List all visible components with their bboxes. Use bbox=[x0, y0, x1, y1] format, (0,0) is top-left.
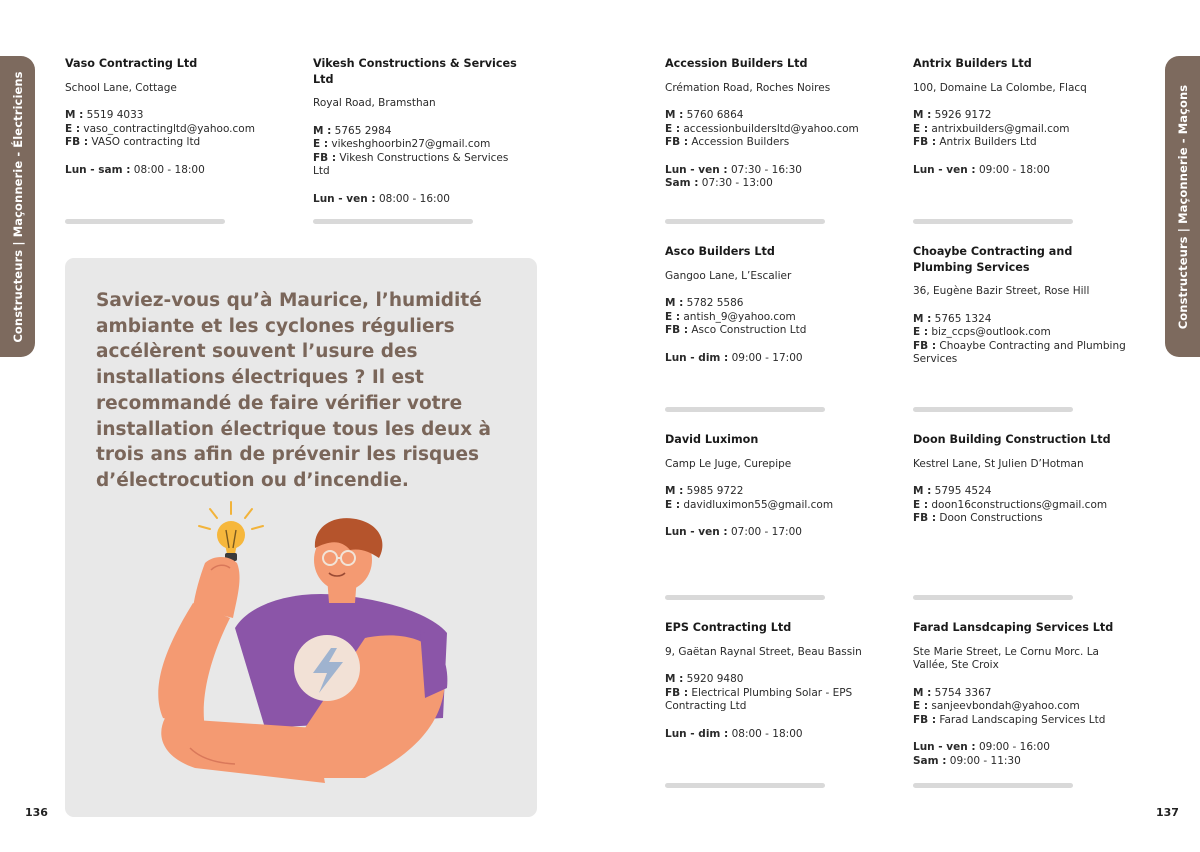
business-address: Crémation Road, Roches Noires bbox=[665, 81, 831, 94]
contact-value: antish_9@yahoo.com bbox=[683, 310, 796, 323]
entry-separator bbox=[65, 219, 225, 224]
hours-label: Sam : bbox=[913, 755, 947, 768]
contact-line bbox=[913, 136, 1128, 150]
contact-value: vaso_contractingltd@yahoo.com bbox=[83, 122, 255, 135]
contact-line bbox=[665, 324, 880, 338]
contact-value: Doon Constructions bbox=[939, 512, 1043, 525]
contact-line bbox=[913, 485, 1128, 499]
business-name: Asco Builders Ltd bbox=[665, 245, 775, 258]
opening-hours bbox=[665, 352, 880, 366]
contact-label: FB : bbox=[913, 136, 937, 149]
info-box bbox=[65, 258, 537, 817]
business-address: 9, Gaëtan Raynal Street, Beau Bassin bbox=[665, 645, 862, 658]
contact-label: FB : bbox=[665, 686, 689, 699]
contact-value: vikeshghoorbin27@gmail.com bbox=[331, 138, 491, 151]
contact-value: Vikesh Constructions & Services Ltd bbox=[313, 151, 509, 178]
contact-line bbox=[665, 687, 880, 714]
contact-value: 5926 9172 bbox=[934, 109, 992, 122]
hours-value: 09:00 - 16:00 bbox=[978, 741, 1050, 754]
contact-list bbox=[665, 297, 880, 338]
contact-value: doon16constructions@gmail.com bbox=[931, 498, 1108, 511]
contact-label: M : bbox=[665, 109, 684, 122]
contact-value: antrixbuilders@gmail.com bbox=[931, 122, 1070, 135]
contact-line bbox=[665, 297, 880, 311]
contact-list bbox=[665, 673, 880, 714]
contact-label: M : bbox=[913, 109, 932, 122]
hours-line bbox=[913, 164, 1128, 178]
contact-value: Farad Landscaping Services Ltd bbox=[939, 713, 1106, 726]
contact-label: M : bbox=[65, 109, 84, 122]
contact-line bbox=[665, 311, 880, 325]
business-address: 36, Eugène Bazir Street, Rose Hill bbox=[913, 285, 1090, 297]
business-name: Accession Builders Ltd bbox=[665, 57, 808, 70]
contact-value: 5795 4524 bbox=[934, 485, 992, 498]
contact-label: E : bbox=[913, 122, 929, 135]
contact-list bbox=[913, 313, 1128, 367]
hours-line bbox=[913, 741, 1128, 755]
business-entry bbox=[665, 56, 880, 191]
business-name: Farad Lansdcaping Services Ltd bbox=[913, 621, 1114, 634]
hours-line bbox=[665, 164, 880, 178]
contact-value: 5782 5586 bbox=[686, 297, 744, 310]
contact-label: FB : bbox=[65, 136, 89, 149]
contact-label: E : bbox=[913, 326, 929, 339]
business-entry bbox=[65, 56, 280, 177]
entry-separator bbox=[913, 783, 1073, 788]
business-entry bbox=[913, 56, 1128, 177]
hours-label: Sam : bbox=[665, 177, 699, 190]
contact-value: 5765 2984 bbox=[334, 124, 392, 137]
contact-value: 5760 6864 bbox=[686, 109, 744, 122]
contact-line bbox=[65, 136, 280, 150]
business-entry bbox=[913, 244, 1128, 367]
contact-label: FB : bbox=[313, 151, 337, 164]
business-address: Ste Marie Street, Le Cornu Morc. La Vallée, Ste Croix bbox=[913, 645, 1099, 672]
hours-value: 08:00 - 18:00 bbox=[731, 727, 803, 740]
contact-line bbox=[313, 138, 528, 152]
contact-line bbox=[913, 512, 1128, 526]
contact-list bbox=[665, 485, 880, 512]
opening-hours bbox=[913, 741, 1128, 768]
business-entry bbox=[913, 620, 1128, 769]
hours-label: Lun - ven : bbox=[913, 163, 976, 176]
contact-label: E : bbox=[65, 122, 81, 135]
contact-list bbox=[913, 485, 1128, 526]
hours-line bbox=[313, 193, 528, 207]
contact-line bbox=[313, 125, 528, 139]
hours-label: Lun - ven : bbox=[665, 526, 728, 539]
contact-value: sanjeevbondah@yahoo.com bbox=[931, 700, 1080, 713]
right-section-tab-label: Constructeurs | Maçonnerie - Maçons bbox=[1175, 84, 1190, 329]
right-section-tab bbox=[1165, 56, 1200, 357]
business-name: Antrix Builders Ltd bbox=[913, 57, 1032, 70]
contact-line bbox=[913, 109, 1128, 123]
contact-list bbox=[665, 109, 880, 150]
opening-hours bbox=[913, 164, 1128, 178]
contact-line bbox=[913, 313, 1128, 327]
business-name: EPS Contracting Ltd bbox=[665, 621, 792, 634]
contact-line bbox=[913, 123, 1128, 137]
contact-label: E : bbox=[665, 310, 681, 323]
contact-value: davidluximon55@gmail.com bbox=[683, 498, 834, 511]
contact-value: Choaybe Contracting and Plumbing Services bbox=[913, 339, 1126, 366]
hours-label: Lun - sam : bbox=[65, 163, 131, 176]
entry-separator bbox=[913, 219, 1073, 224]
contact-label: E : bbox=[913, 498, 929, 511]
contact-line bbox=[665, 123, 880, 137]
business-entry bbox=[665, 620, 880, 741]
entry-separator bbox=[913, 407, 1073, 412]
hours-line bbox=[665, 526, 880, 540]
contact-label: E : bbox=[665, 122, 681, 135]
contact-value: Asco Construction Ltd bbox=[691, 324, 807, 337]
contact-line bbox=[665, 109, 880, 123]
business-name: Choaybe Contracting and Plumbing Services bbox=[913, 245, 1073, 274]
business-address: 100, Domaine La Colombe, Flacq bbox=[913, 81, 1087, 94]
hours-label: Lun - ven : bbox=[913, 741, 976, 754]
contact-label: FB : bbox=[665, 324, 689, 337]
hours-label: Lun - dim : bbox=[665, 351, 729, 364]
contact-label: M : bbox=[665, 297, 684, 310]
contact-list bbox=[913, 687, 1128, 728]
contact-label: M : bbox=[665, 673, 684, 686]
opening-hours bbox=[665, 164, 880, 191]
contact-line bbox=[65, 123, 280, 137]
business-name: David Luximon bbox=[665, 433, 759, 446]
business-name: Doon Building Construction Ltd bbox=[913, 433, 1111, 446]
contact-value: accessionbuildersltd@yahoo.com bbox=[683, 122, 859, 135]
contact-value: 5519 4033 bbox=[86, 109, 144, 122]
contact-label: E : bbox=[913, 700, 929, 713]
contact-line bbox=[913, 714, 1128, 728]
hours-line bbox=[913, 755, 1128, 769]
contact-value: VASO contracting ltd bbox=[91, 136, 201, 149]
left-page-number: 136 bbox=[25, 806, 48, 819]
entry-separator bbox=[665, 595, 825, 600]
hours-line bbox=[665, 177, 880, 191]
opening-hours bbox=[665, 526, 880, 540]
contact-line bbox=[665, 673, 880, 687]
contact-label: M : bbox=[913, 686, 932, 699]
business-entry bbox=[665, 432, 880, 540]
contact-list bbox=[913, 109, 1128, 150]
contact-line bbox=[913, 499, 1128, 513]
contact-value: Antrix Builders Ltd bbox=[939, 136, 1037, 149]
business-address: Camp Le Juge, Curepipe bbox=[665, 457, 792, 470]
contact-label: FB : bbox=[913, 339, 937, 352]
business-address: Gangoo Lane, L’Escalier bbox=[665, 269, 792, 282]
contact-label: M : bbox=[665, 485, 684, 498]
opening-hours bbox=[313, 193, 528, 207]
business-address: School Lane, Cottage bbox=[65, 81, 177, 94]
contact-line bbox=[913, 326, 1128, 340]
contact-value: biz_ccps@outlook.com bbox=[931, 326, 1051, 339]
contact-value: 5920 9480 bbox=[686, 673, 744, 686]
hours-label: Lun - dim : bbox=[665, 727, 729, 740]
business-name: Vaso Contracting Ltd bbox=[65, 57, 198, 70]
contact-line bbox=[913, 700, 1128, 714]
contact-label: FB : bbox=[665, 136, 689, 149]
business-entry bbox=[665, 244, 880, 365]
contact-line bbox=[665, 485, 880, 499]
contact-label: FB : bbox=[913, 512, 937, 525]
hours-value: 07:30 - 13:00 bbox=[701, 177, 773, 190]
contact-label: M : bbox=[913, 312, 932, 325]
hours-line bbox=[665, 728, 880, 742]
hours-label: Lun - ven : bbox=[665, 163, 728, 176]
business-name: Vikesh Constructions & Services Ltd bbox=[313, 57, 517, 86]
hours-value: 07:30 - 16:30 bbox=[730, 163, 802, 176]
contact-value: 5765 1324 bbox=[934, 312, 992, 325]
left-section-tab bbox=[0, 56, 35, 357]
business-entry bbox=[913, 432, 1128, 526]
contact-value: 5754 3367 bbox=[934, 686, 992, 699]
left-section-tab-label: Constructeurs | Maçonnerie - Électriciens bbox=[10, 70, 25, 343]
hours-value: 07:00 - 17:00 bbox=[730, 526, 802, 539]
entry-separator bbox=[665, 407, 825, 412]
hours-value: 09:00 - 11:30 bbox=[949, 755, 1021, 768]
business-address: Kestrel Lane, St Julien D’Hotman bbox=[913, 457, 1084, 470]
contact-list bbox=[65, 109, 280, 150]
contact-label: FB : bbox=[913, 713, 937, 726]
entry-separator bbox=[665, 219, 825, 224]
electrician-illustration bbox=[65, 258, 537, 817]
hours-value: 09:00 - 18:00 bbox=[978, 163, 1050, 176]
hours-value: 08:00 - 18:00 bbox=[133, 163, 205, 176]
entry-separator bbox=[913, 595, 1073, 600]
opening-hours bbox=[665, 728, 880, 742]
contact-label: E : bbox=[665, 498, 681, 511]
contact-label: M : bbox=[313, 124, 332, 137]
hours-value: 09:00 - 17:00 bbox=[731, 351, 803, 364]
info-box-text: Saviez-vous qu’à Maurice, l’humidité ambiante et les cyclones réguliers accélèrent souvent l’usure des installations électriques ? Il est recommandé de faire vérifier votre installation électrique tous les deux à trois ans afin de prévenir les risques d’électrocution ou d’incendie. bbox=[96, 290, 491, 491]
contact-line bbox=[665, 136, 880, 150]
contact-line bbox=[913, 340, 1128, 367]
contact-label: M : bbox=[913, 485, 932, 498]
contact-list bbox=[313, 125, 528, 179]
hours-label: Lun - ven : bbox=[313, 192, 376, 205]
business-address: Royal Road, Bramsthan bbox=[313, 97, 436, 109]
hours-line bbox=[65, 164, 280, 178]
contact-line bbox=[313, 152, 528, 179]
opening-hours bbox=[65, 164, 280, 178]
business-entry bbox=[313, 56, 528, 207]
lightning-bolt-icon bbox=[294, 635, 360, 701]
entry-separator bbox=[313, 219, 473, 224]
contact-value: 5985 9722 bbox=[686, 485, 744, 498]
hours-line bbox=[665, 352, 880, 366]
contact-line bbox=[665, 499, 880, 513]
right-page-number: 137 bbox=[1156, 806, 1179, 819]
contact-line bbox=[913, 687, 1128, 701]
contact-value: Accession Builders bbox=[691, 136, 790, 149]
hours-value: 08:00 - 16:00 bbox=[378, 192, 450, 205]
contact-label: E : bbox=[313, 138, 329, 151]
contact-value: Electrical Plumbing Solar - EPS Contracting Ltd bbox=[665, 686, 853, 713]
entry-separator bbox=[665, 783, 825, 788]
contact-line bbox=[65, 109, 280, 123]
